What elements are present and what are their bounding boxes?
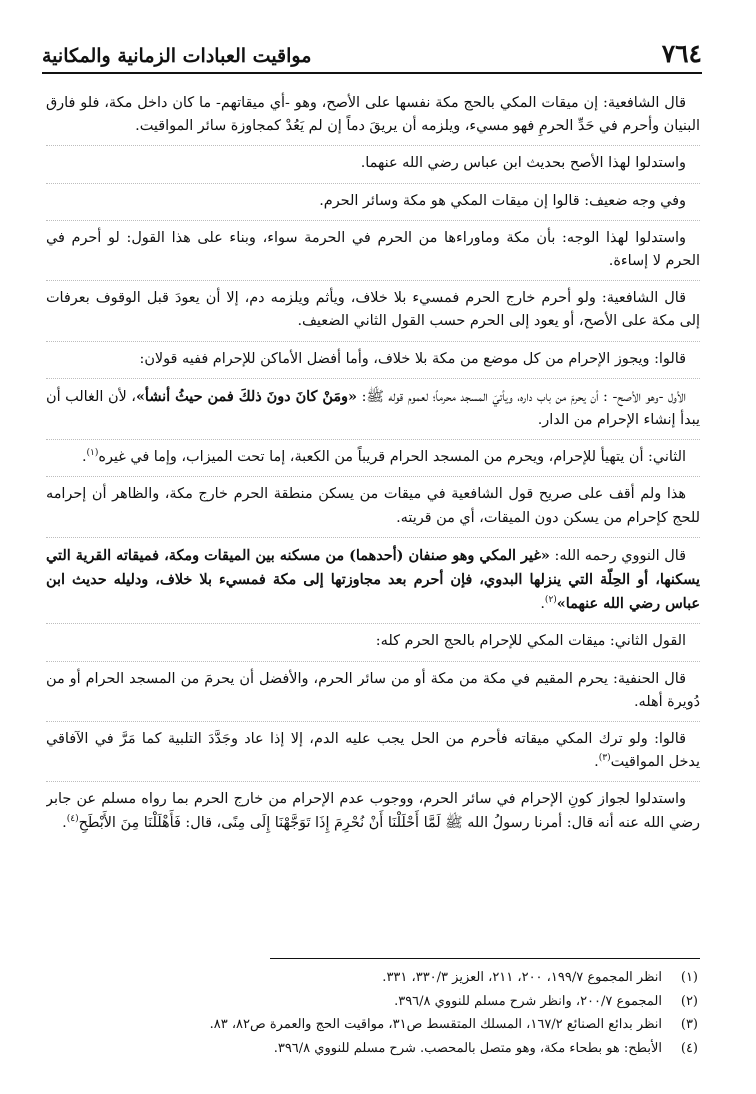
paragraph-text: قالوا: ولو ترك المكي ميقاته فأحرم من الحل يجب عليه الدم، إلا إذا عاد وجَدَّدَ التلبية كما مَرَّ في الآفاقي يدخل المواقيت (46, 731, 700, 771)
running-title: مواقيت العبادات الزمانية والمكانية (42, 45, 312, 67)
paragraph-text: الأول -وهو الأصح- : أن يحرمَ من باب داره، ويأتيَ المسجد محرماً؛ لعموم قوله ﷺ: (357, 388, 687, 405)
footnote (56, 1037, 698, 1061)
paragraph (46, 446, 700, 477)
quoted-text: «غير المكي وهو صنفان (أحدهما) من مسكنه بين الميقات ومكة، فميقاته القرية التي يسكنها، أو الحِلّة التي ينزلها البدوي، فإن أحرم بعد مجاوزتها إلى مكة فمسيء بلا خلاف، ودليله حديث ابن عباس رضي الله عنهما» (46, 546, 700, 613)
footnote-text: انظر المجموع ١٩٩/٧، ٢٠٠، ٢١١، العزيز ٣٣٠/٣، ٣٣١. (382, 970, 662, 985)
footnote-text: المجموع ٢٠٠/٧، وانظر شرح مسلم للنووي ٣٩٦/٨. (394, 993, 662, 1009)
paragraph-text: . (594, 754, 599, 771)
footnotes (56, 966, 698, 1060)
paragraph (46, 544, 700, 625)
paragraph-text: واستدلوا لهذا الوجه: بأن مكة وماوراءها من الحرم في الحرمة سواء، وبناء على هذا القول: لو أحرم في الحرم لا إساءة. (46, 229, 700, 270)
paragraph (46, 92, 700, 146)
footnote (56, 990, 698, 1014)
footnote-number: (٢) (680, 993, 698, 1009)
footnote-text: انظر بدائع الصنائع ١٦٧/٢، المسلك المتقسط ص٣١، مواقيت الحج والعمرة ص٨٢، ٨٣. (209, 1017, 662, 1032)
footnote-number: (٣) (680, 1017, 698, 1032)
paragraph-text: واستدلوا لجواز كونِ الإحرام في سائر الحرم، ووجوب عدم الإحرام من خارج الحرم بما رواه مسلم عن جابر رضي الله عنه أنه قال: أمرنا رسولُ الله ﷺ لَمَّا أَحْلَلْنَا أَنْ نُحْرِمَ إِذَا تَوَجَّهْنَا إِلَى مِنًى، قال: فَأَهْلَلْنَا مِنَ الأَبْطَحِ (46, 791, 700, 831)
paragraph (46, 190, 700, 221)
paragraph (46, 483, 700, 537)
paragraph-text: قال الشافعية: إن ميقات المكي بالحج مكة نفسها على الأصح، وهو -أي ميقاتهم- ما كان داخل مكة، فلو فارق البنيان وأحرم في حَدِّ الحرمِ فهو مسيء، ويلزمه أن يريقَ دماً إن لم يَعُدْ كمجاوزة سائر المواقيت. (46, 95, 700, 135)
paragraph-text: هذا ولم أقف على صريح قول الشافعية في ميقات من يسكن منطقة الحرم خارج مكة، والظاهر أن إحرامه للحج كإحرام من يسكن دون الميقات، أي من قريته. (46, 486, 700, 526)
footnote (56, 966, 698, 990)
paragraph (46, 287, 700, 341)
paragraph (46, 227, 700, 281)
paragraph-text: وفي وجه ضعيف: قالوا إن ميقات المكي هو مكة وسائر الحرم. (319, 192, 686, 209)
page-header (42, 40, 702, 74)
footnote-number: (١) (680, 970, 698, 985)
paragraph-text: الثاني: أن يتهيأ للإحرام، ويحرم من المسجد الحرام قريباً من الكعبة، إما تحت الميزاب، وإما في غيره (98, 449, 686, 466)
paragraph-text: قال الشافعية: ولو أحرم خارج الحرم فمسيء بلا خلاف، ويأثم ويلزمه دم، إلا أن يعودَ قبل الوقوف بعرفات إلى مكة على الأصح، أو يعود إلى الحرم حسب القول الثاني الضعيف. (46, 290, 700, 330)
footnote-divider (270, 958, 700, 959)
paragraph-text: . (540, 596, 545, 613)
page-number: ٧٦٤ (661, 39, 702, 68)
paragraph (46, 668, 700, 722)
paragraph (46, 152, 700, 183)
paragraph-text: . (81, 449, 87, 466)
paragraph-text: قالوا: ويجوز الإحرام من كل موضع من مكة بلا خلاف، وأما أفضل الأماكن للإحرام ففيه قولان: (139, 350, 686, 367)
main-text (46, 92, 700, 958)
paragraph-text: واستدلوا لهذا الأصح بحديث ابن عباس رضي الله عنهما. (360, 155, 686, 172)
paragraph-text: قال الحنفية: يحرم المقيم في مكة من مكة أو من سائر الحرم، والأفضل أن يحرمَ من المسجد الحرام أو من دُويرة أهله. (46, 670, 700, 710)
paragraph (46, 385, 700, 440)
footnote-ref[interactable]: (٢) (544, 595, 557, 606)
paragraph (46, 348, 700, 379)
footnote (56, 1013, 698, 1037)
footnote-text: الأبطح: هو بطحاء مكة، وهو متصل بالمحصب. شرح مسلم للنووي ٣٩٦/٨. (273, 1040, 662, 1056)
paragraph (46, 728, 700, 782)
footnote-ref[interactable]: (١) (86, 448, 99, 459)
paragraph-text: ، لأن الغالب أن يبدأ إنشاء الإحرام من الدار. (46, 388, 700, 429)
hadith-quote: «ومَنْ كانَ دونَ ذلكَ فمن حيثُ أنشأ» (135, 387, 358, 405)
paragraph (46, 788, 700, 841)
paragraph-text: قال النووي رحمه الله: (549, 547, 686, 564)
paragraph-text: القول الثاني: ميقات المكي للإحرام بالحج الحرم كله: (375, 633, 686, 650)
footnote-ref[interactable]: (٤) (66, 813, 79, 824)
paragraph (46, 630, 700, 661)
paragraph-text: . (62, 814, 67, 831)
footnote-ref[interactable]: (٣) (598, 753, 611, 764)
footnote-number: (٤) (680, 1040, 698, 1056)
